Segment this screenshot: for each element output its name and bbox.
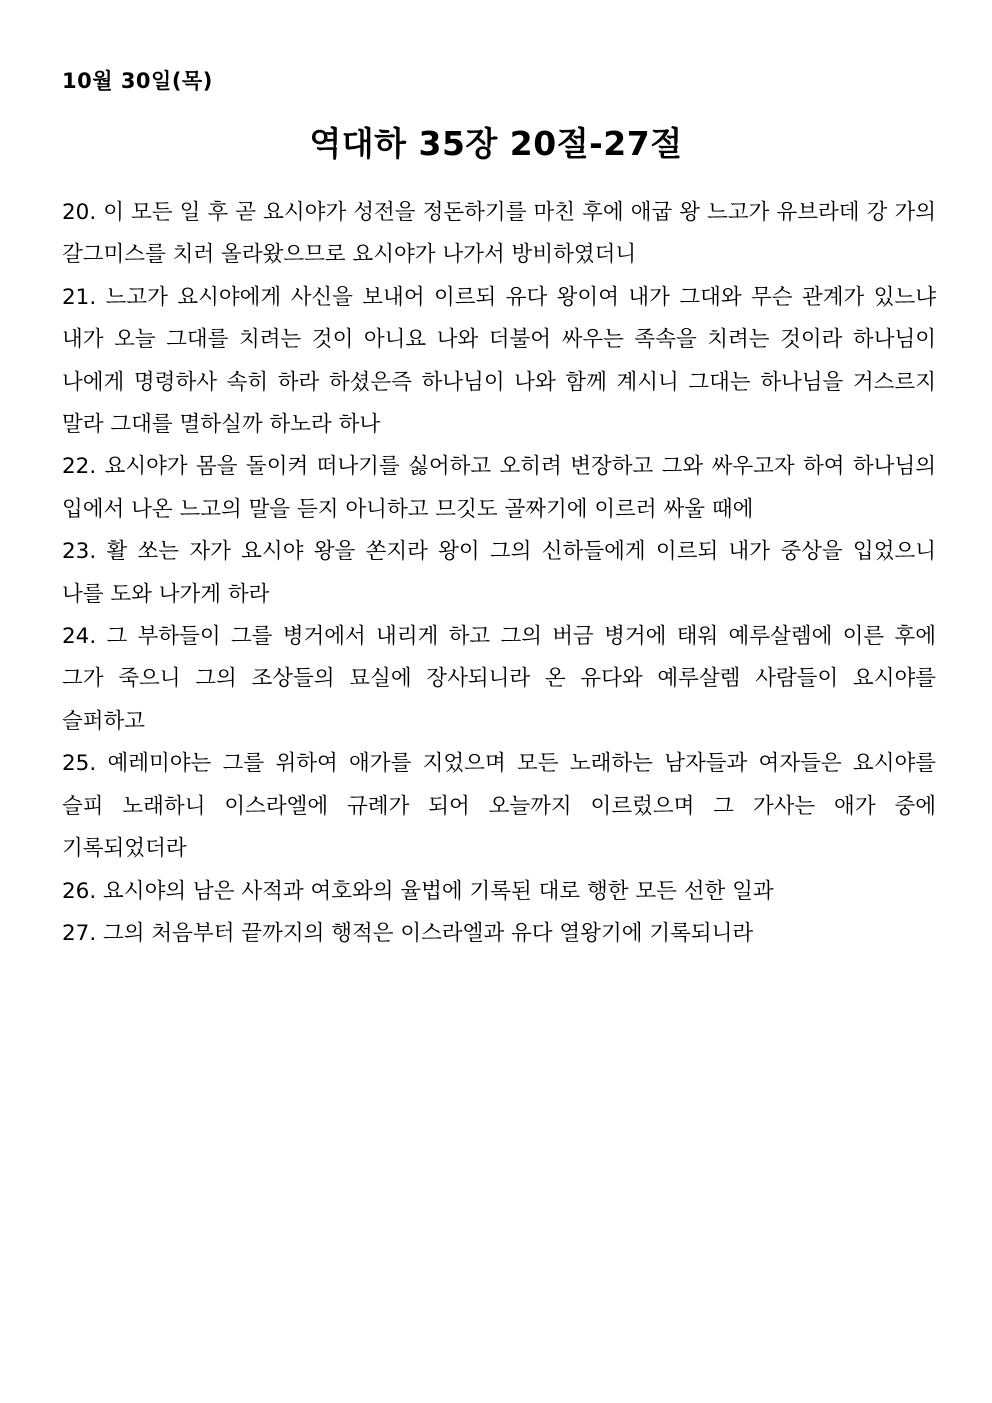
- verse-22: 22. 요시야가 몸을 돌이켜 떠나기를 싫어하고 오히려 변장하고 그와 싸우고자 하여 하나님의 입에서 나온 느고의 말을 듣지 아니하고 므깃도 골짜기에 이르러 싸울 때에: [62, 454, 936, 522]
- page-title: 역대하 35장 20절-27절: [309, 124, 683, 163]
- scripture-body: [62, 192, 936, 955]
- date-label: 10월 30일(목): [62, 69, 213, 93]
- verse-20: 20. 이 모든 일 후 곧 요시야가 성전을 정돈하기를 마친 후에 애굽 왕 느고가 유브라데 강 가의 갈그미스를 치러 올라왔으므로 요시야가 나가서 방비하였더니: [62, 200, 936, 268]
- verse-26: 26. 요시야의 남은 사적과 여호와의 율법에 기록된 대로 행한 모든 선한 일과: [62, 878, 774, 904]
- verse-21: 21. 느고가 요시야에게 사신을 보내어 이르되 유다 왕이여 내가 그대와 무슨 관계가 있느냐 내가 오늘 그대를 치려는 것이 아니요 나와 더불어 싸우는 족속을 치려는 것이라 하나님이 나에게 명령하사 속히 하라 하셨은즉 하나님이 나와 함께 계시니 그대는 하나님을 거스르지 말라 그대를 멸하실까 하노라 하나: [62, 284, 936, 438]
- verse-23: 23. 활 쏘는 자가 요시야 왕을 쏜지라 왕이 그의 신하들에게 이르되 내가 중상을 입었으니 나를 도와 나가게 하라: [62, 539, 936, 607]
- verse-25: 25. 예레미야는 그를 위하여 애가를 지었으며 모든 노래하는 남자들과 여자들은 요시야를 슬피 노래하니 이스라엘에 규례가 되어 오늘까지 이르렀으며 그 가사는 애가 중에 기록되었더라: [62, 751, 936, 862]
- verse-27: 27. 그의 처음부터 끝까지의 행적은 이스라엘과 유다 열왕기에 기록되니라: [62, 920, 754, 946]
- verse-24: 24. 그 부하들이 그를 병거에서 내리게 하고 그의 버금 병거에 태워 예루살렘에 이른 후에 그가 죽으니 그의 조상들의 묘실에 장사되니라 온 유다와 예루살렘 사람들이 요시야를 슬퍼하고: [62, 624, 936, 734]
